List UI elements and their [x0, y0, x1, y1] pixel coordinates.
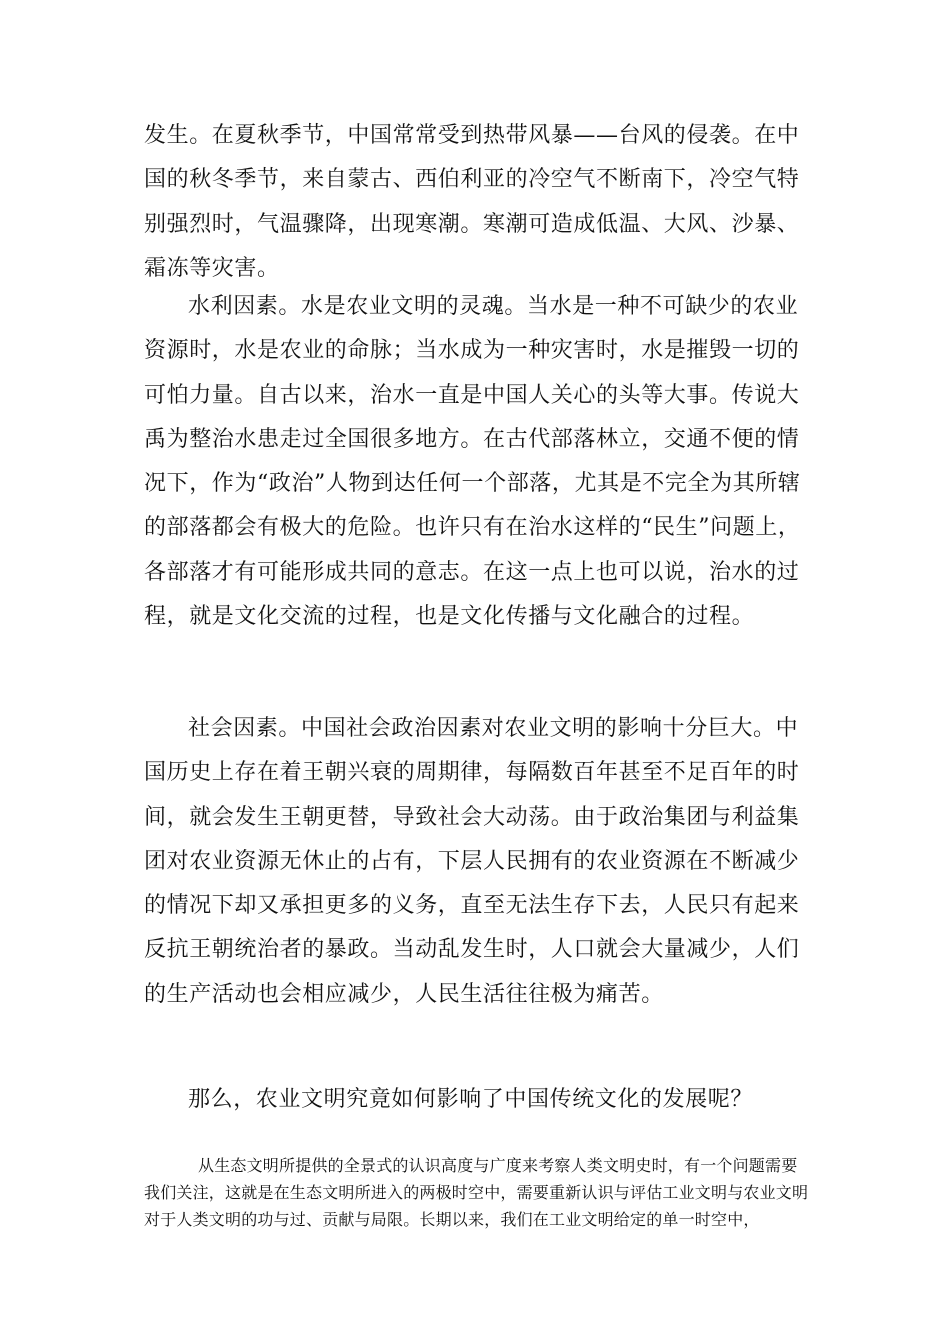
paragraph-water-factor: 水利因素。水是农业文明的灵魂。当水是一种不可缺少的农业资源时，水是农业的命脉；当水成为一种灾害时，水是摧毁一切的可怕力量。自古以来，治水一直是中国人关心的头等大事。传说大禹为整治水患走过全国很多地方。在古代部落林立，交通不便的情况下，作为“政治”人物到达任何一个部落，尤其是不完全为其所辖的部落都会有极大的危险。也许只有在治水这样的“民生”问题上，各部落才有可能形成共同的意志。在这一点上也可以说，治水的过程，就是文化交流的过程，也是文化传播与文化融合的过程。	[144, 294, 801, 630]
paragraph-climate-continued: 发生。在夏秋季节，中国常常受到热带风暴——台风的侵袭。在中国的秋冬季节，来自蒙古、西伯利亚的冷空气不断南下，冷空气特别强烈时，气温骤降，出现寒潮。寒潮可造成低温、大风、沙暴、霜冻等灾害。	[144, 123, 800, 281]
paragraph-question: 那么，农业文明究竟如何影响了中国传统文化的发展呢？	[188, 1087, 754, 1112]
paragraph-ecological-civilization: 从生态文明所提供的全景式的认识高度与广度来考察人类文明史时，有一个问题需要我们关注，这就是在生态文明所进入的两极时空中，需要重新认识与评估工业文明与农业文明对于人类文明的功与过、贡献与局限。长期以来，我们在工业文明给定的单一时空中，	[144, 1156, 809, 1229]
paragraph-social-factor: 社会因素。中国社会政治因素对农业文明的影响十分巨大。中国历史上存在着王朝兴衰的周期律，每隔数百年甚至不足百年的时间，就会发生王朝更替，导致社会大动荡。由于政治集团与利益集团对农业资源无休止的占有，下层人民拥有的农业资源在不断减少的情况下却又承担更多的义务，直至无法生存下去，人民只有起来反抗王朝统治者的暴政。当动乱发生时，人口就会大量减少，人们的生产活动也会相应减少，人民生活往往极为痛苦。	[144, 716, 800, 1007]
